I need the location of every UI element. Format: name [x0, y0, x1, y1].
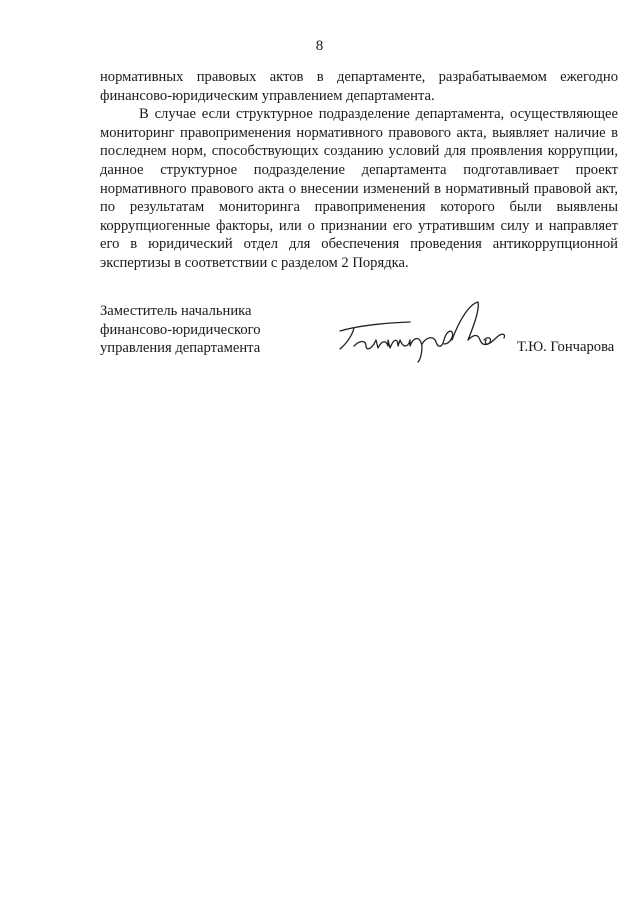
position-line: Заместитель начальника [100, 303, 252, 319]
page-number: 8 [315, 38, 324, 54]
handwritten-signature [330, 296, 510, 366]
paragraph-monitoring: В случае если структурное подразделение департамента, осуществляющее мониторинг правоприменения нормативного правового акта, выявляет наличие в последнем норм, способствующих созданию условий для проявления коррупции, данное структурное подразделение департамента подготавливает проект нормативного правового акта о внесении изменений в нормативный правовой акт, по результатам мониторинга правоприменения которого были выявлены коррупциогенные факторы, или о признании его утратившим силу и направляет его в юридический отдел для обеспечения проведения антикоррупционной экспертизы в соответствии с разделом 2 Порядка. [100, 106, 618, 271]
position-line: финансово-юридического [100, 321, 261, 338]
signer-name: Т.Ю. Гончарова [517, 339, 615, 355]
body-text [100, 68, 618, 273]
paragraph-continuation: нормативных правовых актов в департаменте, разрабатываемом ежегодно финансово-юридическим управлением департамента. [100, 69, 618, 104]
position-line: управления департамента [100, 340, 261, 357]
signatory-position [100, 302, 261, 358]
